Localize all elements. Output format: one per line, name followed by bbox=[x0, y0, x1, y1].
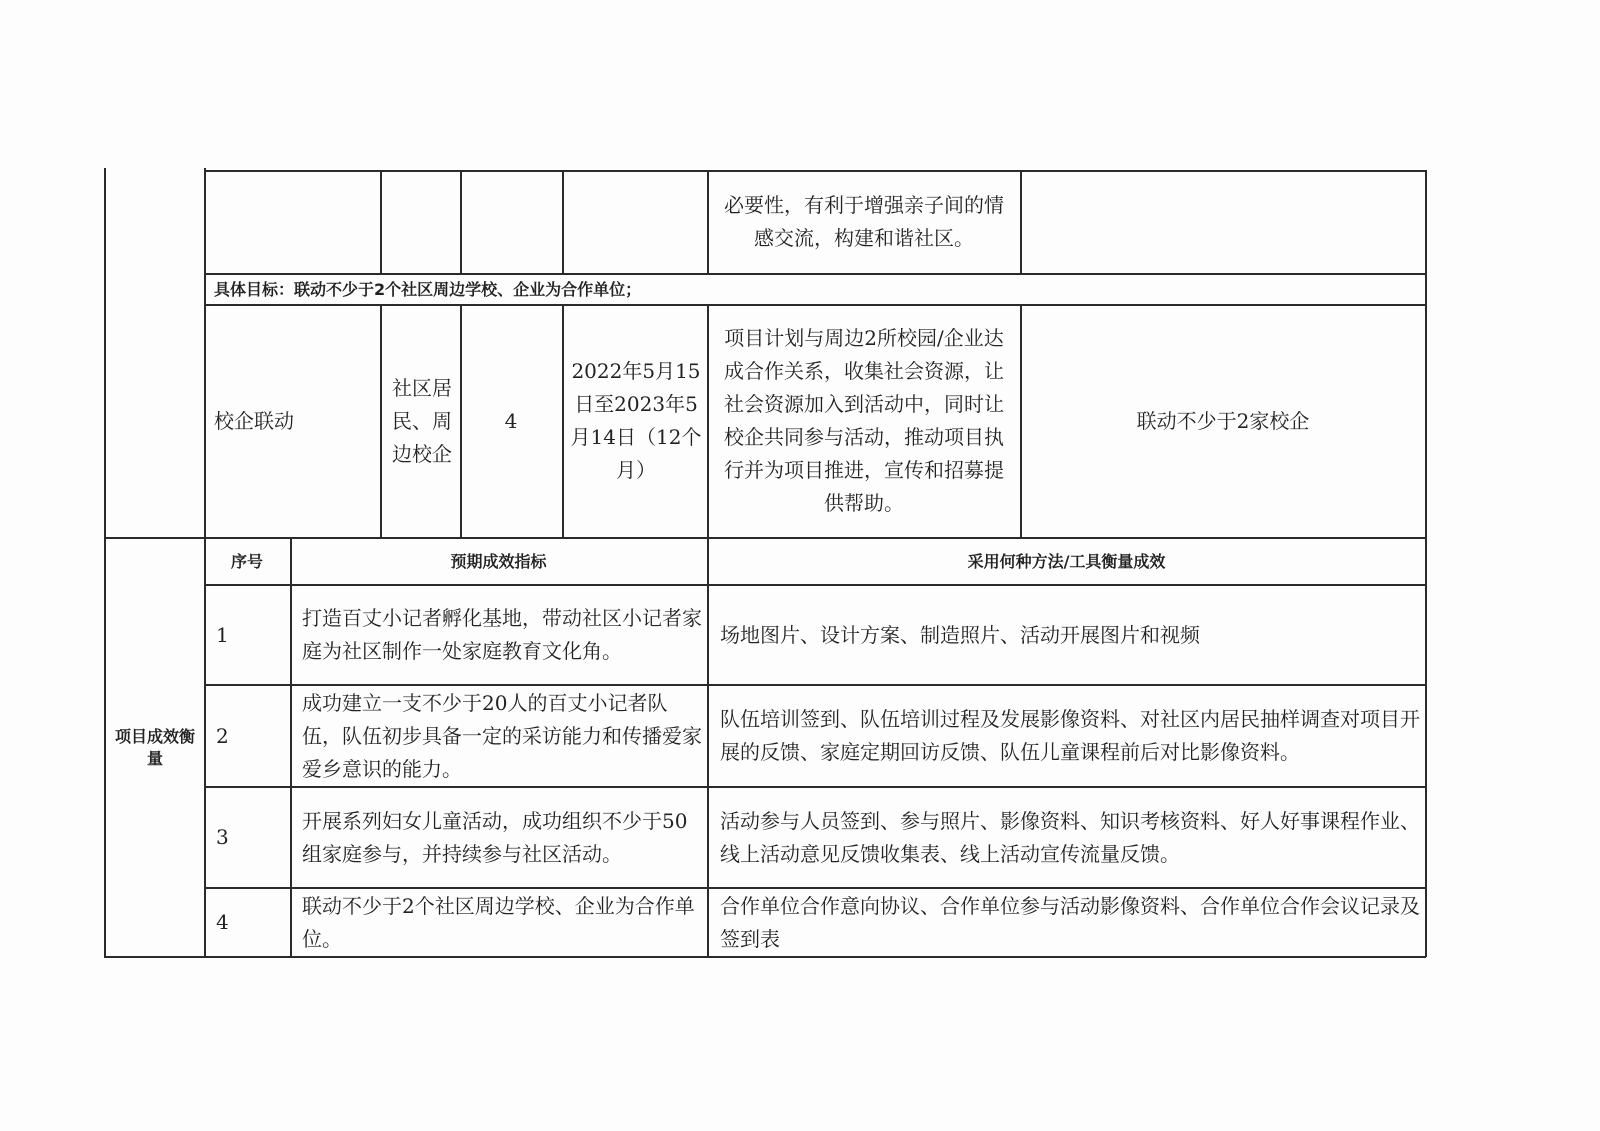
header-indicator bbox=[292, 539, 705, 584]
indicator-text: 成功建立一支不少于20人的百丈小记者队伍，队伍初步具备一定的采访能力和传播爱家爱乡意识的能力。 bbox=[302, 690, 702, 781]
activity-name bbox=[214, 306, 374, 536]
row-seq bbox=[216, 586, 286, 684]
activity-description bbox=[716, 306, 1012, 536]
activity-target bbox=[390, 306, 454, 536]
specific-objective bbox=[214, 275, 1414, 304]
activity-count-text: 4 bbox=[504, 408, 518, 433]
row-seq bbox=[216, 686, 286, 786]
row-method bbox=[720, 889, 1420, 956]
row-indicator bbox=[302, 686, 702, 786]
row-indicator bbox=[302, 586, 702, 684]
indicator-text: 打造百丈小记者孵化基地，带动社区小记者家庭为社区制作一处家庭教育文化角。 bbox=[302, 606, 702, 663]
method-text: 队伍培训签到、队伍培训过程及发展影像资料、对社区内居民抽样调查对项目开展的反馈、家庭定期回访反馈、队伍儿童课程前后对比影像资料。 bbox=[720, 707, 1420, 764]
row-method bbox=[720, 686, 1420, 786]
section-label-text: 项目成效衡量 bbox=[114, 726, 195, 768]
row-seq bbox=[216, 889, 286, 956]
header-method-text: 采用何种方法/工具衡量成效 bbox=[967, 551, 1166, 571]
method-text: 活动参与人员签到、参与照片、影像资料、知识考核资料、好人好事课程作业、线上活动意见反馈收集表、线上活动宣传流量反馈。 bbox=[720, 808, 1420, 866]
activity-result bbox=[1022, 306, 1424, 536]
outcomes-section-label bbox=[112, 540, 198, 955]
row-indicator bbox=[302, 788, 702, 887]
activity-period bbox=[570, 306, 702, 536]
method-text: 场地图片、设计方案、制造照片、活动开展图片和视频 bbox=[720, 622, 1200, 647]
seq-text: 2 bbox=[216, 723, 229, 748]
row-seq bbox=[216, 788, 286, 887]
activity-description-text: 项目计划与周边2所校园/企业达成合作关系，收集社会资源，让社会资源加入到活动中，同时让校企共同参与活动，推动项目执行并为项目推进，宣传和招募提供帮助。 bbox=[724, 326, 1004, 515]
method-text: 合作单位合作意向协议、合作单位参与活动影像资料、合作单位合作会议记录及签到表 bbox=[720, 893, 1420, 951]
seq-text: 4 bbox=[216, 910, 229, 934]
row-indicator bbox=[302, 889, 702, 956]
header-method bbox=[709, 539, 1424, 584]
header-seq-text: 序号 bbox=[230, 551, 263, 571]
indicator-text: 联动不少于2个社区周边学校、企业为合作单位。 bbox=[302, 893, 695, 951]
row-method bbox=[720, 586, 1420, 684]
seq-text: 3 bbox=[216, 825, 229, 849]
row-method bbox=[720, 788, 1420, 887]
activity-target-text: 社区居民、周边校企 bbox=[392, 375, 452, 466]
activity-period-text: 2022年5月15日至2023年5月14日（12个月） bbox=[570, 359, 702, 482]
activity-result-text: 联动不少于2家校企 bbox=[1136, 408, 1310, 433]
seq-text: 1 bbox=[216, 622, 229, 647]
indicator-text: 开展系列妇女儿童活动，成功组织不少于50组家庭参与，并持续参与社区活动。 bbox=[302, 808, 688, 866]
description-text: 必要性，有利于增强亲子间的情感交流，构建和谐社区。 bbox=[724, 193, 1004, 250]
activity-name-text: 校企联动 bbox=[214, 408, 294, 433]
objective-text: 具体目标：联动不少于2个社区周边学校、企业为合作单位； bbox=[214, 279, 642, 299]
top-row-description bbox=[716, 172, 1012, 272]
header-seq bbox=[206, 539, 288, 584]
header-indicator-text: 预期成效指标 bbox=[450, 551, 547, 571]
activity-count bbox=[462, 306, 560, 536]
